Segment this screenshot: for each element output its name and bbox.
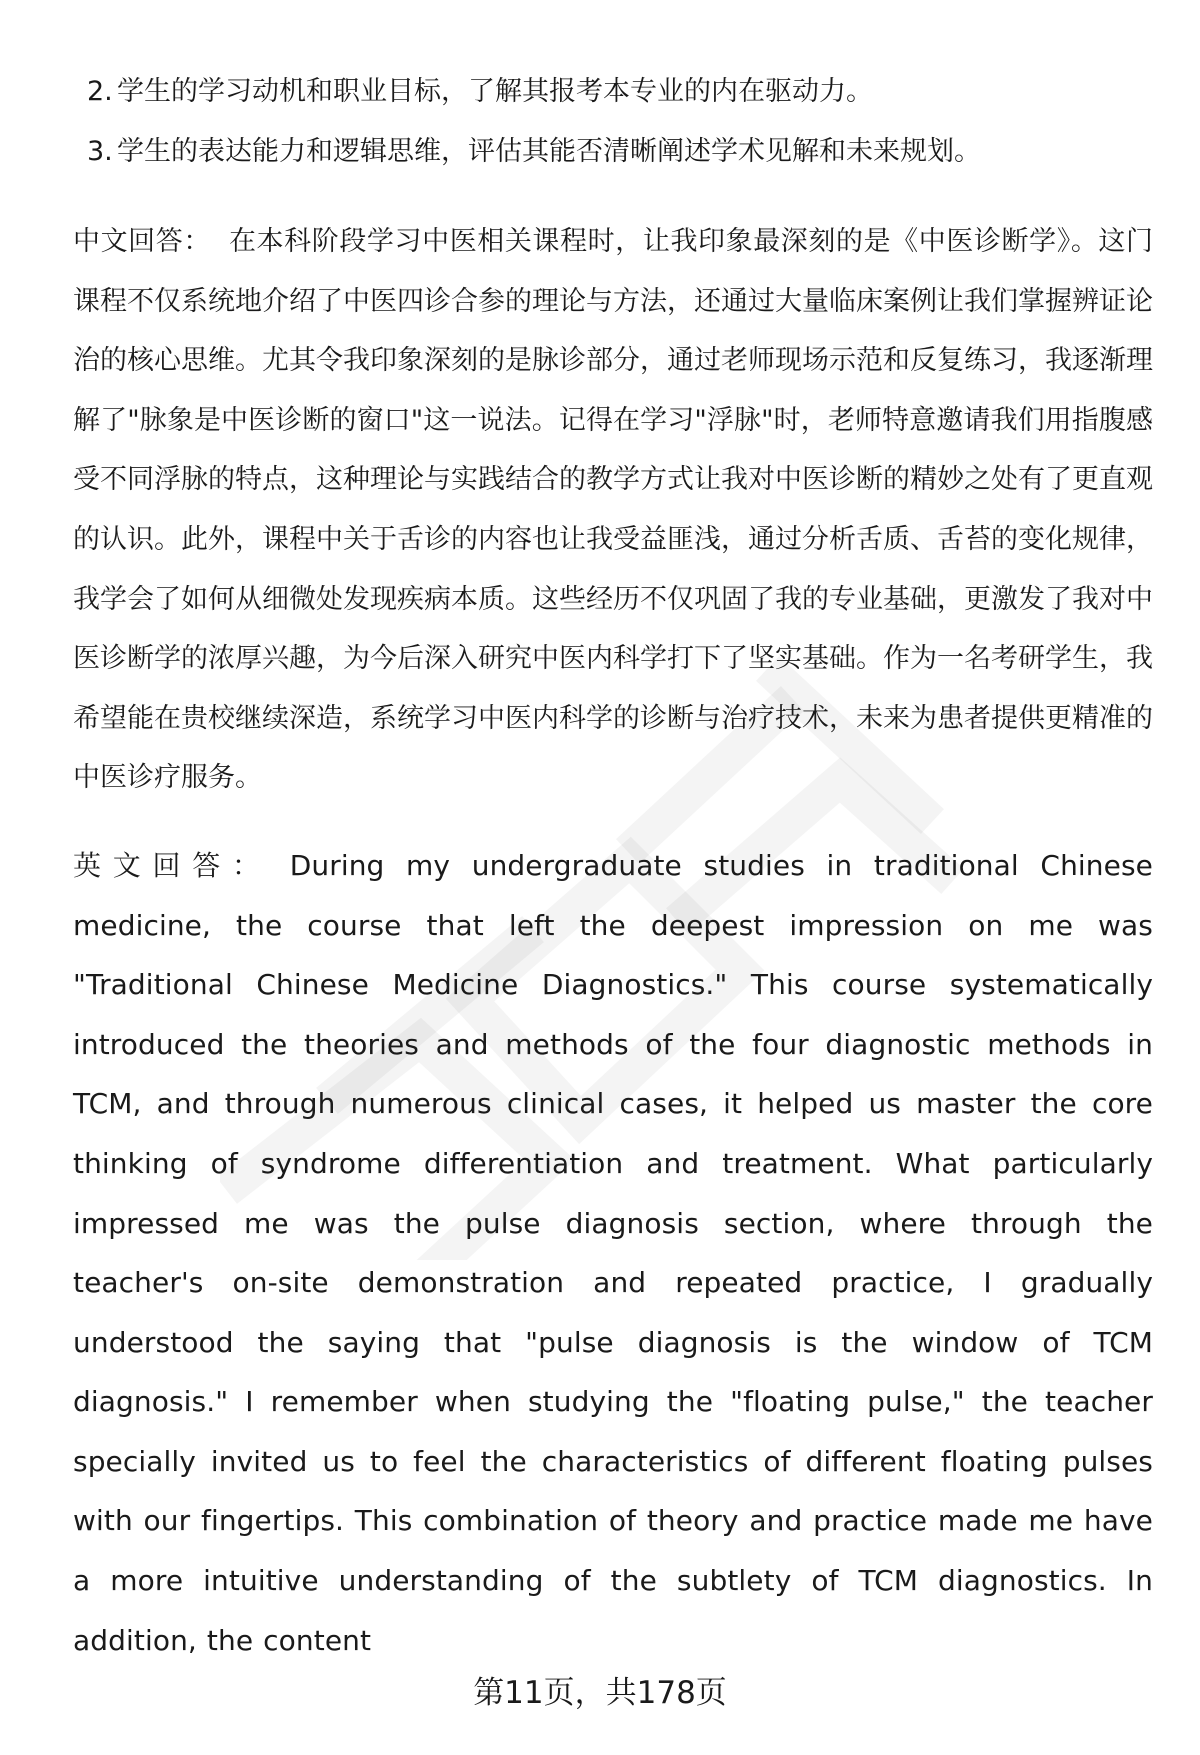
list-number: 2. [87,76,113,107]
english-answer-text: During my undergraduate studies in traditional Chinese medicine, the course that left the deepest impression on me was "Traditional Chinese Medicine Diagnostics." This course systematically introduced the theories and methods of the four diagnostic methods in TCM, and through numerous clinical cases, it helped us master the core thinking of syndrome differentiation and treatment. What particularly impressed me was the pulse diagnosis section, where through the teacher's on-site demonstration and repeated practice, I gradually understood the saying that "pulse diagnosis is the window of TCM diagnosis." I remember when studying the "floating pulse," the teacher specially invited us to feel the characteristics of different floating pulses with our fingertips. This combination of theory and practice made me have a more intuitive understanding of the subtlety of TCM diagnostics. In addition, the content [73,848,1153,1657]
list-text: 学生的学习动机和职业目标，了解其报考本专业的内在驱动力。 [117,76,873,107]
chinese-answer-text: 在本科阶段学习中医相关课程时，让我印象最深刻的是《中医诊断学》。这门课程不仅系统地介绍了中医四诊合参的理论与方法，还通过大量临床案例让我们掌握辨证论治的核心思维。尤其令我印象深刻的是脉诊部分，通过老师现场示范和反复练习，我逐渐理解了"脉象是中医诊断的窗口"这一说法。记得在学习"浮脉"时，老师特意邀请我们用指腹感受不同浮脉的特点，这种理论与实践结合的教学方式让我对中医诊断的精妙之处有了更直观的认识。此外，课程中关于舌诊的内容也让我受益匪浅，通过分析舌质、舌苔的变化规律，我学会了如何从细微处发现疾病本质。这些经历不仅巩固了我的专业基础，更激发了我对中医诊断学的浓厚兴趣，为今后深入研究中医内科学打下了坚实基础。作为一名考研学生，我希望能在贵校继续深造，系统学习中医内科学的诊断与治疗技术，未来为患者提供更精准的中医诊疗服务。 [73,226,1154,794]
chinese-answer-label: 中文回答： [73,226,211,257]
english-answer-paragraph [73,836,1153,1670]
list-item [73,62,1153,122]
list-number: 3. [87,136,113,167]
page-number-footer: 第11页，共178页 [473,1675,727,1711]
chinese-answer-paragraph [73,212,1153,808]
english-answer-label: 英文回答： [73,848,272,882]
list-text: 学生的表达能力和逻辑思维，评估其能否清晰阐述学术见解和未来规划。 [117,136,981,167]
document-page [73,62,1153,1670]
list-item [73,122,1153,182]
